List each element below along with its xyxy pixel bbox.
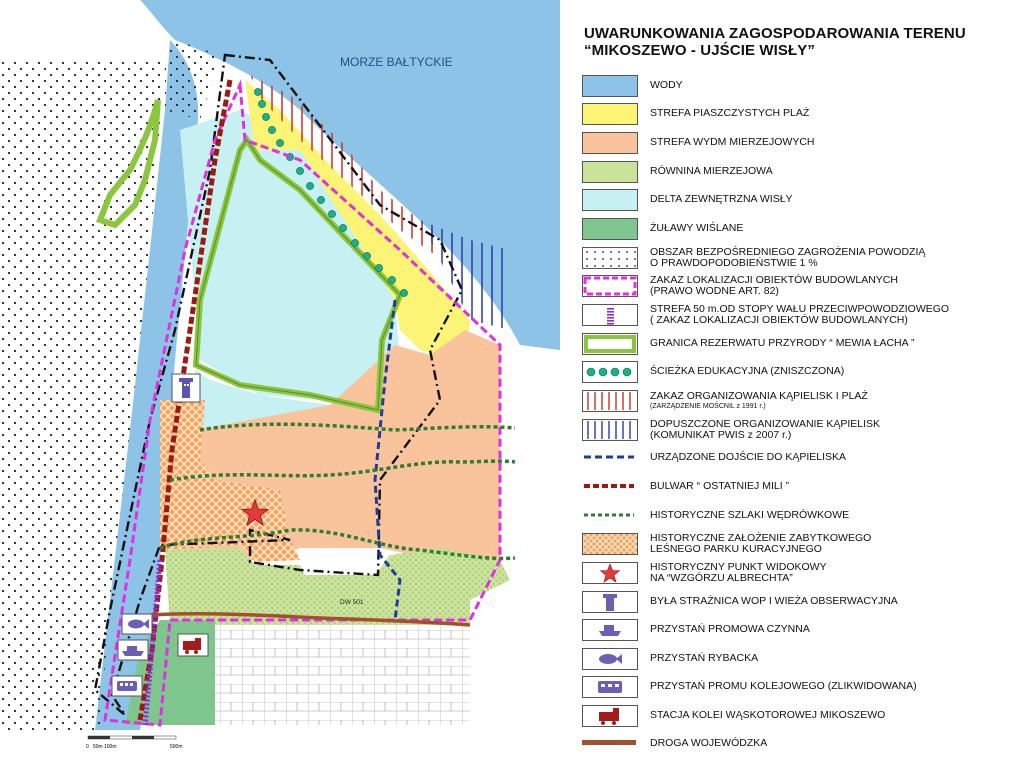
legend-item — [582, 588, 1022, 616]
legend-item-label — [650, 673, 917, 701]
legend-item — [582, 673, 1022, 701]
legend-item-label — [650, 387, 868, 415]
beach-access-swatch — [582, 447, 638, 469]
legend-title-line2: “MIKOSZEWO - UJŚCIE WISŁY” — [584, 42, 815, 59]
svg-text:50m: 50m — [93, 744, 103, 750]
train-station-icon — [178, 634, 208, 656]
cadastral-blocks — [215, 625, 470, 725]
legend-item — [582, 416, 1022, 444]
star-icon — [582, 562, 638, 584]
legend-item-line2: ( ZAKAZ LOKALIZACJI OBIEKTÓW BUDOWLANYCH) — [650, 314, 908, 326]
legend-item-label — [650, 645, 758, 673]
legend-item — [582, 72, 1022, 100]
legend-item-line1: WODY — [650, 79, 683, 92]
legend-item — [582, 702, 1022, 730]
legend-item-line1: PRZYSTAŃ PROMU KOLEJOWEGO (ZLIKWIDOWANA) — [650, 680, 917, 693]
legend-item-line2: (PRAWO WODNE ART. 82) — [650, 285, 779, 297]
svg-text:100m: 100m — [104, 744, 117, 750]
legend-item — [582, 616, 1022, 644]
legend-item-line1: STREFA 50 m.OD STOPY WAŁU PRZECIWPOWODZIOWEGO — [650, 302, 950, 315]
legend-item-label — [650, 616, 810, 644]
legend-item — [582, 502, 1022, 530]
fishing-harbour-icon — [122, 614, 152, 634]
legend-item-line1: URZĄDZONE DOJŚCIE DO KĄPIELISKA — [650, 451, 847, 464]
legend-item-label — [650, 158, 773, 186]
bathing-allowed-swatch — [582, 419, 638, 441]
legend-item-label — [650, 358, 844, 386]
road-label: DW 501 — [340, 599, 364, 606]
legend-item — [582, 244, 1022, 272]
legend-item-line1: STREFA WYDM MIERZEJOWYCH — [650, 136, 815, 149]
legend-item-line2: (KOMUNIKAT PWIS z 2007 r.) — [650, 429, 792, 441]
legend-item-label — [650, 272, 898, 300]
svg-text:500m: 500m — [170, 744, 183, 750]
hiking-trail-swatch — [582, 505, 638, 527]
dune-swatch — [582, 132, 638, 154]
legend-item-line1: RÓWNINA MIERZEJOWA — [650, 165, 773, 178]
boulevard-swatch — [582, 476, 638, 498]
watchtower-icon — [172, 374, 200, 402]
legend-item-label — [650, 588, 898, 616]
legend-item-label — [650, 129, 815, 157]
legend-item-line1: BYŁA STRAŻNICA WOP I WIEŻA OBSERWACYJNA — [650, 595, 898, 608]
historic-park-swatch — [582, 533, 638, 555]
legend-item-line1: PRZYSTAŃ RYBACKA — [650, 652, 759, 665]
legend-item — [582, 559, 1022, 587]
watchtower-icon — [582, 591, 638, 613]
legend-item-line1: ZAKAZ LOKALIZACJI OBIEKTÓW BUDOWLANYCH — [650, 273, 898, 286]
legend-item-label — [650, 473, 789, 501]
legend-item — [582, 100, 1022, 128]
legend-item-label — [650, 244, 925, 272]
legend-item-label — [650, 730, 767, 758]
legend-item-line1: DOPUSZCZONE ORGANIZOWANIE KĄPIELISK — [650, 417, 881, 430]
legend-item-line2: LEŚNEGO PARKU KURACYJNEGO — [650, 543, 822, 555]
train-icon — [582, 705, 638, 727]
legend-item-line1: DROGA WOJEWÓDZKA — [650, 737, 768, 750]
road-swatch — [582, 733, 638, 755]
levee-zone-swatch — [582, 304, 638, 326]
svg-text:0: 0 — [86, 744, 89, 750]
legend-item — [582, 301, 1022, 329]
legend-item-label — [650, 215, 743, 243]
reserve-border-swatch — [582, 333, 638, 355]
legend-item — [582, 272, 1022, 300]
legend-item-line2: NA “WZGÓRZU ALBRECHTA” — [650, 572, 793, 584]
legend-title-line1: UWARUNKOWANIA ZAGOSPODAROWANIA TERENU — [584, 25, 966, 42]
legend-item-line1: STACJA KOLEI WĄSKOTOROWEJ MIKOSZEWO — [650, 709, 886, 722]
rail-ferry-icon — [112, 676, 142, 696]
spit-plain-swatch — [582, 161, 638, 183]
bathing-ban-swatch — [582, 390, 638, 412]
legend-item — [582, 215, 1022, 243]
edu-path-swatch — [582, 361, 638, 383]
legend-item-label — [650, 330, 914, 358]
legend-item-line2: O PRAWDOPODOBIEŃSTWIE 1 % — [650, 257, 818, 269]
legend-item-label — [650, 186, 793, 214]
legend-panel — [560, 0, 1023, 772]
building-ban-swatch — [582, 275, 638, 297]
legend-item-line1: PRZYSTAŃ PROMOWA CZYNNA — [650, 623, 810, 636]
legend-item-line1: GRANICA REZERWATU PRZYRODY “ MEWIA ŁACHA ” — [650, 337, 915, 350]
legend-item-line1: STREFA PIASZCZYSTYCH PLAŻ — [650, 107, 810, 120]
flood-risk-swatch — [582, 247, 638, 269]
legend-item-line1: BULWAR “ OSTATNIEJ MILI ” — [650, 480, 790, 493]
legend-item-label — [650, 444, 846, 472]
legend-item-label — [650, 530, 871, 558]
legend-item — [582, 358, 1022, 386]
legend-item-label — [650, 100, 809, 128]
legend-title — [584, 25, 966, 59]
legend-item-line1: DELTA ZEWNĘTRZNA WISŁY — [650, 193, 793, 206]
zulawy-swatch — [582, 218, 638, 240]
legend-item — [582, 158, 1022, 186]
legend-item — [582, 473, 1022, 501]
legend-item-line1: ZAKAZ ORGANIZOWANIA KĄPIELISK I PLAŻ — [650, 389, 868, 402]
sandy-beach-swatch — [582, 103, 638, 125]
legend-item-line1: ŚCIEŻKA EDUKACYJNA (ZNISZCZONA) — [650, 365, 845, 378]
legend-item-line1: OBSZAR BEZPOŚREDNIEGO ZAGROŻENIA POWODZIĄ — [650, 245, 926, 258]
legend-item-label — [650, 559, 827, 587]
rail-ferry-icon — [582, 676, 638, 698]
legend-item-label — [650, 502, 849, 530]
water-swatch — [582, 75, 638, 97]
legend-item — [582, 387, 1022, 415]
legend-item-label — [650, 702, 885, 730]
legend-item — [582, 730, 1022, 758]
legend-item — [582, 129, 1022, 157]
outer-delta-swatch — [582, 189, 638, 211]
sea-label: MORZE BAŁTYCKIE — [340, 55, 453, 69]
legend-item — [582, 530, 1022, 558]
legend-item — [582, 330, 1022, 358]
legend-item-line1: ŻUŁAWY WIŚLANE — [650, 222, 744, 235]
legend-item-label — [650, 301, 949, 329]
ferry-harbour-icon — [118, 640, 148, 660]
legend-item-label — [650, 416, 880, 444]
scale-bar — [86, 736, 183, 750]
legend-item-line1: HISTORYCZNY PUNKT WIDOKOWY — [650, 560, 827, 573]
legend-item — [582, 645, 1022, 673]
legend-item-line2: (ZARZĄDZENIE MOŚCNIL z 1991 r.) — [650, 403, 766, 411]
legend-item-line1: HISTORYCZNE SZLAKI WĘDRÓWKOWE — [650, 509, 850, 522]
ferry-icon — [582, 619, 638, 641]
legend-item — [582, 186, 1022, 214]
legend-item-line1: HISTORYCZNE ZAŁOŻENIE ZABYTKOWEGO — [650, 531, 872, 544]
legend-item-label — [650, 72, 683, 100]
fish-icon — [582, 648, 638, 670]
legend-item — [582, 444, 1022, 472]
